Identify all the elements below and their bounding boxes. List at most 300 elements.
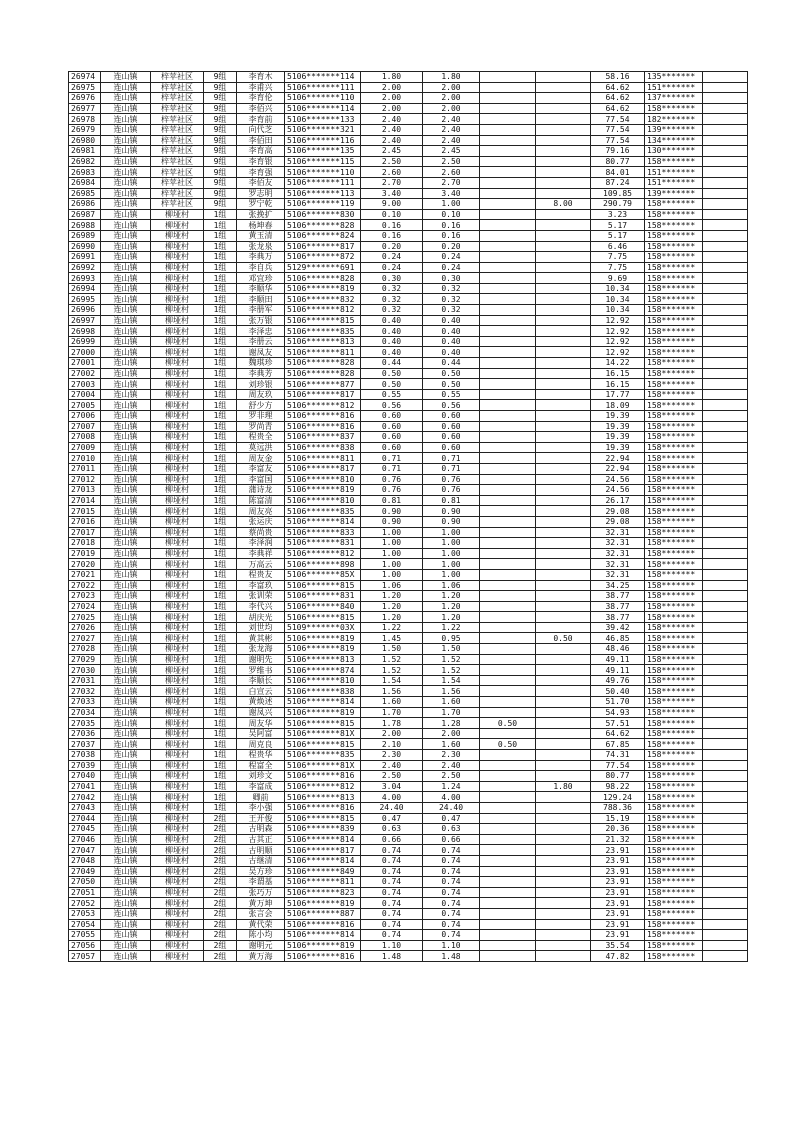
group-cell: 1组 — [204, 474, 237, 485]
empty-cell — [703, 114, 748, 125]
area-c-cell — [536, 82, 591, 93]
area-total-cell: 0.60 — [361, 411, 423, 422]
empty-cell — [703, 188, 748, 199]
area-a-cell: 1.00 — [423, 199, 480, 210]
area-total-cell: 2.00 — [361, 728, 423, 739]
area-a-cell: 1.52 — [423, 654, 480, 665]
table-row — [69, 167, 748, 178]
table-row — [69, 569, 748, 580]
table-row — [69, 336, 748, 347]
area-a-cell: 1.56 — [423, 686, 480, 697]
row-number-cell: 26995 — [69, 294, 101, 305]
group-cell: 2组 — [204, 951, 237, 962]
empty-cell — [703, 156, 748, 167]
area-c-cell — [536, 908, 591, 919]
area-total-cell: 0.32 — [361, 283, 423, 294]
amount-cell: 24.56 — [591, 474, 645, 485]
area-b-cell — [480, 750, 536, 761]
name-cell: 莫远洪 — [237, 442, 285, 453]
group-cell: 1组 — [204, 294, 237, 305]
empty-cell — [703, 368, 748, 379]
row-number-cell: 26998 — [69, 326, 101, 337]
town-cell: 连山镇 — [101, 580, 151, 591]
village-cell: 柳垭村 — [151, 283, 204, 294]
phone-cell: 158******* — [645, 506, 703, 517]
area-c-cell — [536, 220, 591, 231]
town-cell: 连山镇 — [101, 336, 151, 347]
village-cell: 梓苹社区 — [151, 93, 204, 104]
row-number-cell: 27047 — [69, 845, 101, 856]
area-c-cell — [536, 326, 591, 337]
area-a-cell: 0.74 — [423, 866, 480, 877]
area-c-cell — [536, 750, 591, 761]
area-total-cell: 1.06 — [361, 580, 423, 591]
table-row — [69, 601, 748, 612]
table-row — [69, 516, 748, 527]
table-row — [69, 633, 748, 644]
amount-cell: 23.91 — [591, 930, 645, 941]
empty-cell — [703, 559, 748, 570]
area-c-cell — [536, 951, 591, 962]
phone-cell: 158******* — [645, 262, 703, 273]
area-b-cell — [480, 305, 536, 316]
phone-cell: 158******* — [645, 908, 703, 919]
area-c-cell — [536, 866, 591, 877]
row-number-cell: 27040 — [69, 771, 101, 782]
amount-cell: 23.91 — [591, 919, 645, 930]
row-number-cell: 26985 — [69, 188, 101, 199]
town-cell: 连山镇 — [101, 347, 151, 358]
empty-cell — [703, 72, 748, 83]
group-cell: 9组 — [204, 199, 237, 210]
area-c-cell — [536, 771, 591, 782]
town-cell: 连山镇 — [101, 527, 151, 538]
id-number-cell: 5106*******110 — [285, 167, 361, 178]
area-a-cell: 1.20 — [423, 591, 480, 602]
empty-cell — [703, 209, 748, 220]
area-total-cell: 2.50 — [361, 771, 423, 782]
empty-cell — [703, 230, 748, 241]
town-cell: 连山镇 — [101, 622, 151, 633]
row-number-cell: 26999 — [69, 336, 101, 347]
name-cell: 周友华 — [237, 718, 285, 729]
group-cell: 2组 — [204, 919, 237, 930]
name-cell: 周克良 — [237, 739, 285, 750]
group-cell: 1组 — [204, 305, 237, 316]
town-cell: 连山镇 — [101, 474, 151, 485]
empty-cell — [703, 750, 748, 761]
area-a-cell: 0.60 — [423, 432, 480, 443]
empty-cell — [703, 336, 748, 347]
town-cell: 连山镇 — [101, 389, 151, 400]
group-cell: 1组 — [204, 665, 237, 676]
amount-cell: 5.17 — [591, 230, 645, 241]
town-cell: 连山镇 — [101, 220, 151, 231]
row-number-cell: 26976 — [69, 93, 101, 104]
name-cell: 李育木 — [237, 72, 285, 83]
table-row — [69, 146, 748, 157]
row-number-cell: 26982 — [69, 156, 101, 167]
id-number-cell: 5106*******813 — [285, 336, 361, 347]
area-a-cell: 2.40 — [423, 124, 480, 135]
area-a-cell: 1.00 — [423, 538, 480, 549]
amount-cell: 23.91 — [591, 898, 645, 909]
area-a-cell: 0.60 — [423, 442, 480, 453]
area-b-cell — [480, 103, 536, 114]
village-cell: 柳垭村 — [151, 898, 204, 909]
area-total-cell: 1.00 — [361, 527, 423, 538]
name-cell: 李育伦 — [237, 93, 285, 104]
row-number-cell: 27026 — [69, 622, 101, 633]
group-cell: 2组 — [204, 845, 237, 856]
empty-cell — [703, 760, 748, 771]
table-row — [69, 781, 748, 792]
phone-cell: 158******* — [645, 813, 703, 824]
area-b-cell: 0.50 — [480, 718, 536, 729]
table-row — [69, 898, 748, 909]
name-cell: 李典祥 — [237, 548, 285, 559]
village-cell: 梓苹社区 — [151, 114, 204, 125]
id-number-cell: 5106*******824 — [285, 230, 361, 241]
row-number-cell: 27028 — [69, 644, 101, 655]
empty-cell — [703, 421, 748, 432]
row-number-cell: 27003 — [69, 379, 101, 390]
area-total-cell: 2.40 — [361, 114, 423, 125]
row-number-cell: 26977 — [69, 103, 101, 114]
table-row — [69, 739, 748, 750]
area-c-cell — [536, 665, 591, 676]
id-number-cell: 5106*******814 — [285, 834, 361, 845]
town-cell: 连山镇 — [101, 432, 151, 443]
id-number-cell: 5106*******887 — [285, 908, 361, 919]
empty-cell — [703, 463, 748, 474]
group-cell: 9组 — [204, 93, 237, 104]
group-cell: 1组 — [204, 601, 237, 612]
name-cell: 张言会 — [237, 908, 285, 919]
id-number-cell: 5106*******81X — [285, 760, 361, 771]
empty-cell — [703, 781, 748, 792]
village-cell: 柳垭村 — [151, 622, 204, 633]
town-cell: 连山镇 — [101, 686, 151, 697]
area-total-cell: 1.20 — [361, 601, 423, 612]
id-number-cell: 5106*******815 — [285, 315, 361, 326]
group-cell: 1组 — [204, 654, 237, 665]
amount-cell: 35.54 — [591, 940, 645, 951]
area-b-cell — [480, 463, 536, 474]
group-cell: 1组 — [204, 771, 237, 782]
name-cell: 万高云 — [237, 559, 285, 570]
town-cell: 连山镇 — [101, 209, 151, 220]
area-a-cell: 0.95 — [423, 633, 480, 644]
phone-cell: 158******* — [645, 781, 703, 792]
town-cell: 连山镇 — [101, 601, 151, 612]
area-c-cell — [536, 654, 591, 665]
area-a-cell: 0.74 — [423, 898, 480, 909]
village-cell: 柳垭村 — [151, 813, 204, 824]
area-total-cell: 0.74 — [361, 877, 423, 888]
row-number-cell: 27011 — [69, 463, 101, 474]
area-a-cell: 0.40 — [423, 326, 480, 337]
id-number-cell: 5106*******815 — [285, 813, 361, 824]
phone-cell: 158******* — [645, 622, 703, 633]
amount-cell: 788.36 — [591, 802, 645, 813]
table-row — [69, 315, 748, 326]
town-cell: 连山镇 — [101, 919, 151, 930]
table-row — [69, 622, 748, 633]
area-a-cell: 2.50 — [423, 771, 480, 782]
area-total-cell: 1.45 — [361, 633, 423, 644]
amount-cell: 290.79 — [591, 199, 645, 210]
group-cell: 1组 — [204, 400, 237, 411]
area-b-cell — [480, 400, 536, 411]
row-number-cell: 27001 — [69, 358, 101, 369]
village-cell: 柳垭村 — [151, 877, 204, 888]
id-number-cell: 5106*******815 — [285, 580, 361, 591]
name-cell: 李佰田 — [237, 135, 285, 146]
empty-cell — [703, 675, 748, 686]
row-number-cell: 27035 — [69, 718, 101, 729]
area-a-cell: 0.90 — [423, 506, 480, 517]
phone-cell: 158******* — [645, 495, 703, 506]
id-number-cell: 5106*******814 — [285, 697, 361, 708]
area-a-cell: 2.00 — [423, 728, 480, 739]
village-cell: 柳垭村 — [151, 908, 204, 919]
area-b-cell — [480, 389, 536, 400]
row-number-cell: 27031 — [69, 675, 101, 686]
row-number-cell: 27018 — [69, 538, 101, 549]
name-cell: 古其正 — [237, 834, 285, 845]
name-cell: 舒少方 — [237, 400, 285, 411]
name-cell: 魏琪珍 — [237, 358, 285, 369]
name-cell: 张挽扩 — [237, 209, 285, 220]
name-cell: 李育高 — [237, 146, 285, 157]
area-total-cell: 0.30 — [361, 273, 423, 284]
table-row — [69, 93, 748, 104]
amount-cell: 64.62 — [591, 82, 645, 93]
group-cell: 1组 — [204, 580, 237, 591]
id-number-cell: 5106*******835 — [285, 750, 361, 761]
area-a-cell: 1.54 — [423, 675, 480, 686]
data-table — [68, 71, 748, 962]
area-total-cell: 0.40 — [361, 336, 423, 347]
area-total-cell: 0.20 — [361, 241, 423, 252]
empty-cell — [703, 908, 748, 919]
group-cell: 2组 — [204, 887, 237, 898]
group-cell: 1组 — [204, 326, 237, 337]
area-total-cell: 1.20 — [361, 612, 423, 623]
area-c-cell — [536, 209, 591, 220]
area-total-cell: 2.00 — [361, 103, 423, 114]
phone-cell: 158******* — [645, 877, 703, 888]
village-cell: 柳垭村 — [151, 855, 204, 866]
row-number-cell: 26989 — [69, 230, 101, 241]
group-cell: 1组 — [204, 802, 237, 813]
area-total-cell: 3.04 — [361, 781, 423, 792]
area-c-cell — [536, 495, 591, 506]
id-number-cell: 5106*******817 — [285, 389, 361, 400]
empty-cell — [703, 347, 748, 358]
village-cell: 柳垭村 — [151, 485, 204, 496]
name-cell: 李富成 — [237, 781, 285, 792]
phone-cell: 158******* — [645, 442, 703, 453]
area-total-cell: 0.60 — [361, 421, 423, 432]
name-cell: 白宣云 — [237, 686, 285, 697]
group-cell: 1组 — [204, 792, 237, 803]
id-number-cell: 5106*******835 — [285, 326, 361, 337]
table-row — [69, 802, 748, 813]
row-number-cell: 27023 — [69, 591, 101, 602]
row-number-cell: 27053 — [69, 908, 101, 919]
phone-cell: 158******* — [645, 633, 703, 644]
name-cell: 周友金 — [237, 453, 285, 464]
area-b-cell — [480, 294, 536, 305]
area-c-cell — [536, 241, 591, 252]
village-cell: 柳垭村 — [151, 358, 204, 369]
area-c-cell: 8.00 — [536, 199, 591, 210]
name-cell: 李典万 — [237, 252, 285, 263]
area-total-cell: 0.60 — [361, 442, 423, 453]
empty-cell — [703, 379, 748, 390]
area-b-cell — [480, 601, 536, 612]
town-cell: 连山镇 — [101, 146, 151, 157]
area-b-cell — [480, 792, 536, 803]
group-cell: 9组 — [204, 146, 237, 157]
empty-cell — [703, 273, 748, 284]
area-b-cell — [480, 940, 536, 951]
id-number-cell: 5106*******817 — [285, 241, 361, 252]
empty-cell — [703, 855, 748, 866]
id-number-cell: 5106*******81X — [285, 728, 361, 739]
id-number-cell: 5106*******833 — [285, 527, 361, 538]
village-cell: 柳垭村 — [151, 347, 204, 358]
village-cell: 柳垭村 — [151, 718, 204, 729]
area-b-cell — [480, 411, 536, 422]
village-cell: 柳垭村 — [151, 802, 204, 813]
town-cell: 连山镇 — [101, 548, 151, 559]
table-row — [69, 855, 748, 866]
area-a-cell: 0.10 — [423, 209, 480, 220]
table-row — [69, 506, 748, 517]
amount-cell: 6.46 — [591, 241, 645, 252]
phone-cell: 158******* — [645, 930, 703, 941]
group-cell: 1组 — [204, 262, 237, 273]
table-row — [69, 241, 748, 252]
phone-cell: 158******* — [645, 538, 703, 549]
amount-cell: 16.15 — [591, 379, 645, 390]
village-cell: 柳垭村 — [151, 262, 204, 273]
area-a-cell: 0.90 — [423, 516, 480, 527]
town-cell: 连山镇 — [101, 453, 151, 464]
empty-cell — [703, 792, 748, 803]
area-b-cell — [480, 167, 536, 178]
town-cell: 连山镇 — [101, 124, 151, 135]
group-cell: 1组 — [204, 241, 237, 252]
name-cell: 李泽润 — [237, 538, 285, 549]
table-row — [69, 908, 748, 919]
area-total-cell: 1.22 — [361, 622, 423, 633]
area-a-cell: 0.55 — [423, 389, 480, 400]
area-total-cell: 0.32 — [361, 305, 423, 316]
area-b-cell — [480, 252, 536, 263]
id-number-cell: 5106*******839 — [285, 824, 361, 835]
phone-cell: 158******* — [645, 527, 703, 538]
area-b-cell — [480, 824, 536, 835]
area-c-cell — [536, 527, 591, 538]
amount-cell: 32.31 — [591, 538, 645, 549]
village-cell: 柳垭村 — [151, 241, 204, 252]
row-number-cell: 26996 — [69, 305, 101, 316]
village-cell: 柳垭村 — [151, 665, 204, 676]
table-row — [69, 305, 748, 316]
area-total-cell: 0.74 — [361, 845, 423, 856]
id-number-cell: 5106*******321 — [285, 124, 361, 135]
table-row — [69, 177, 748, 188]
area-total-cell: 0.50 — [361, 368, 423, 379]
empty-cell — [703, 569, 748, 580]
area-total-cell: 1.56 — [361, 686, 423, 697]
empty-cell — [703, 294, 748, 305]
row-number-cell: 27052 — [69, 898, 101, 909]
id-number-cell: 5106*******830 — [285, 209, 361, 220]
area-b-cell — [480, 485, 536, 496]
town-cell: 连山镇 — [101, 495, 151, 506]
id-number-cell: 5109*******03X — [285, 622, 361, 633]
id-number-cell: 5106*******85X — [285, 569, 361, 580]
group-cell: 1组 — [204, 728, 237, 739]
row-number-cell: 27013 — [69, 485, 101, 496]
area-b-cell — [480, 82, 536, 93]
area-a-cell: 0.74 — [423, 845, 480, 856]
table-row — [69, 252, 748, 263]
area-c-cell — [536, 103, 591, 114]
group-cell: 9组 — [204, 124, 237, 135]
name-cell: 古明森 — [237, 824, 285, 835]
row-number-cell: 27030 — [69, 665, 101, 676]
amount-cell: 77.54 — [591, 760, 645, 771]
area-c-cell — [536, 898, 591, 909]
village-cell: 梓苹社区 — [151, 199, 204, 210]
area-total-cell: 24.40 — [361, 802, 423, 813]
area-b-cell — [480, 336, 536, 347]
empty-cell — [703, 135, 748, 146]
area-c-cell — [536, 421, 591, 432]
town-cell: 连山镇 — [101, 781, 151, 792]
table-row — [69, 124, 748, 135]
name-cell: 王开俊 — [237, 813, 285, 824]
row-number-cell: 27056 — [69, 940, 101, 951]
area-b-cell — [480, 262, 536, 273]
amount-cell: 84.01 — [591, 167, 645, 178]
phone-cell: 158******* — [645, 199, 703, 210]
area-a-cell: 0.40 — [423, 315, 480, 326]
village-cell: 柳垭村 — [151, 951, 204, 962]
area-total-cell: 2.40 — [361, 760, 423, 771]
id-number-cell: 5106*******815 — [285, 739, 361, 750]
area-b-cell — [480, 548, 536, 559]
table-row — [69, 559, 748, 570]
town-cell: 连山镇 — [101, 82, 151, 93]
phone-cell: 158******* — [645, 898, 703, 909]
table-row — [69, 432, 748, 443]
phone-cell: 158******* — [645, 347, 703, 358]
phone-cell: 158******* — [645, 887, 703, 898]
village-cell: 柳垭村 — [151, 707, 204, 718]
area-b-cell — [480, 188, 536, 199]
row-number-cell: 27055 — [69, 930, 101, 941]
area-b-cell — [480, 580, 536, 591]
area-c-cell — [536, 559, 591, 570]
name-cell: 张巧万 — [237, 887, 285, 898]
